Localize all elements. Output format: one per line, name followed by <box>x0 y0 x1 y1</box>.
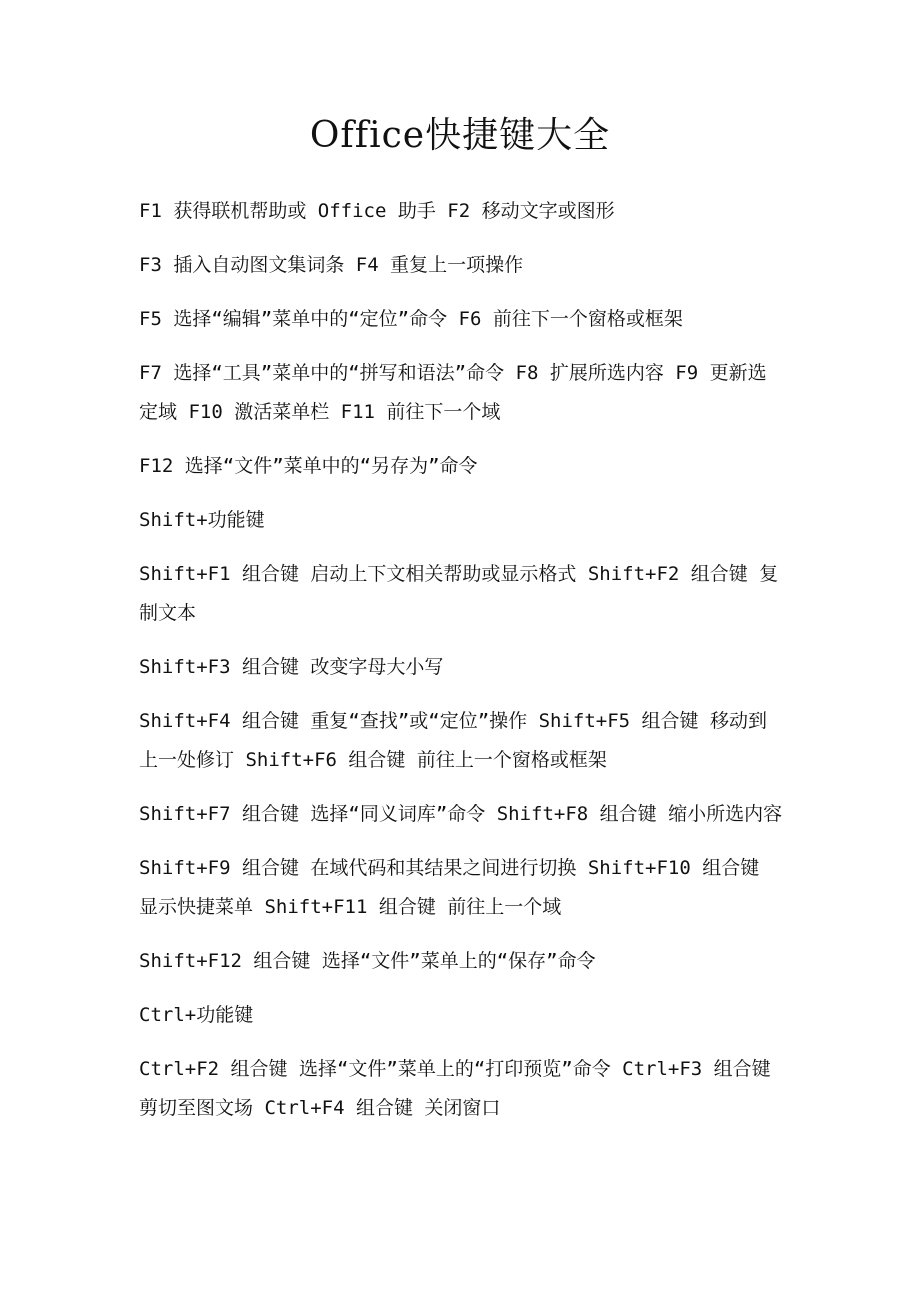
paragraph-shift-f12: Shift+F12 组合键 选择“文件”菜单上的“保存”命令 <box>139 950 596 972</box>
section-heading-ctrl: Ctrl+功能键 <box>139 1004 254 1026</box>
paragraph-shift-f9-f11: Shift+F9 组合键 在域代码和其结果之间进行切换 Shift+F10 组合键 显示快捷菜单 Shift+F11 组合键 前往上一个域 <box>139 857 760 918</box>
paragraph-f5-f6: F5 选择“编辑”菜单中的“定位”命令 F6 前往下一个窗格或框架 <box>139 308 683 330</box>
paragraph-shift-f3: Shift+F3 组合键 改变字母大小写 <box>139 656 444 678</box>
paragraph-f7-f11: F7 选择“工具”菜单中的“拼写和语法”命令 F8 扩展所选内容 F9 更新选定域 F10 激活菜单栏 F11 前往下一个域 <box>139 362 767 423</box>
paragraph-ctrl-f2-f4: Ctrl+F2 组合键 选择“文件”菜单上的“打印预览”命令 Ctrl+F3 组合键 剪切至图文场 Ctrl+F4 组合键 关闭窗口 <box>139 1058 771 1119</box>
paragraph-f3-f4: F3 插入自动图文集词条 F4 重复上一项操作 <box>139 254 524 276</box>
section-heading-shift: Shift+功能键 <box>139 509 265 531</box>
document-title: Office快捷键大全 <box>309 115 611 156</box>
paragraph-shift-f1-f2: Shift+F1 组合键 启动上下文相关帮助或显示格式 Shift+F2 组合键 复制文本 <box>139 563 779 624</box>
paragraph-f1-f2: F1 获得联机帮助或 Office 助手 F2 移动文字或图形 <box>139 200 615 222</box>
paragraph-shift-f4-f6: Shift+F4 组合键 重复“查找”或“定位”操作 Shift+F5 组合键 移动到上一处修订 Shift+F6 组合键 前往上一个窗格或框架 <box>139 710 767 771</box>
document-body <box>139 192 785 1143</box>
paragraph-f12: F12 选择“文件”菜单中的“另存为”命令 <box>139 455 478 477</box>
paragraph-shift-f7-f8: Shift+F7 组合键 选择“同义词库”命令 Shift+F8 组合键 缩小所选内容 <box>139 803 783 825</box>
